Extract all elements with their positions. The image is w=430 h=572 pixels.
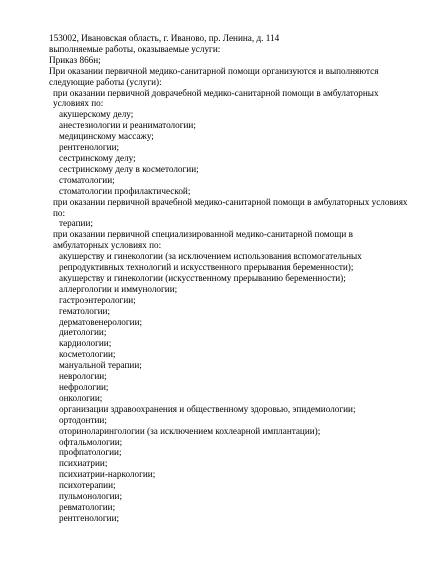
list-item: психиатрии; bbox=[59, 458, 108, 469]
list-item: акушерству и гинекологии (за исключением использования вспомогательных репродуктивных технологий и искусственного прерывания беременности); bbox=[59, 251, 362, 273]
section1-heading: при оказании первичной доврачебной медико-санитарной помощи в амбулаторных условиях по: bbox=[53, 87, 379, 109]
list-item: кардиологии; bbox=[59, 338, 112, 349]
section2-heading: при оказании первичной врачебной медико-санитарной помощи в амбулаторных условиях по: bbox=[53, 196, 408, 218]
list-item: психотерапии; bbox=[59, 480, 116, 491]
list-item: акушерскому делу; bbox=[59, 109, 134, 120]
list-item: аллергологии и иммунологии; bbox=[59, 283, 178, 294]
list-item: онкологии; bbox=[59, 392, 103, 403]
address-line: 153002, Ивановская область, г. Иваново, пр. Ленина, д. 114 bbox=[49, 33, 280, 43]
list-item: нефрологии; bbox=[59, 382, 109, 392]
list-item: гематологии; bbox=[59, 305, 111, 316]
list-item: ортодонтии; bbox=[59, 414, 107, 425]
list-item: косметологии; bbox=[59, 349, 116, 360]
works-heading: выполняемые работы, оказываемые услуги: bbox=[49, 43, 221, 54]
list-item: пульмонологии; bbox=[59, 491, 123, 502]
list-item: диетологии; bbox=[59, 327, 107, 338]
list-item: оториноларингологии (за исключением кохлеарной имплантации); bbox=[59, 425, 321, 436]
list-item: анестезиологии и реаниматологии; bbox=[59, 120, 196, 131]
list-item: стоматологии; bbox=[59, 174, 115, 185]
list-item: психиатрии-наркологии; bbox=[59, 469, 156, 480]
list-item: стоматологии профилактической; bbox=[59, 185, 191, 196]
list-item: рентгенологии; bbox=[59, 512, 120, 523]
list-item: офтальмологии; bbox=[59, 436, 123, 447]
list-item: рентгенологии; bbox=[59, 142, 120, 153]
list-item: организации здравоохранения и общественному здоровью, эпидемиологии; bbox=[59, 403, 356, 414]
section3-list bbox=[49, 251, 410, 524]
list-item: дерматовенерологии; bbox=[59, 316, 143, 327]
list-item: гастроэнтерологии; bbox=[59, 294, 136, 305]
list-item: сестринскому делу в косметологии; bbox=[59, 163, 199, 174]
list-item: мануальной терапии; bbox=[59, 360, 142, 371]
list-item: ревматологии; bbox=[59, 501, 116, 512]
list-item: медицинскому массажу; bbox=[59, 131, 154, 142]
list-item: терапии; bbox=[59, 218, 93, 229]
section1-list bbox=[49, 109, 410, 196]
list-item: неврологии; bbox=[59, 371, 107, 382]
order-line: Приказ 866н; bbox=[49, 54, 101, 65]
section2-list bbox=[49, 218, 410, 229]
intro-paragraph: При оказании первичной медико-санитарной помощи организуются и выполняются следующие работы (услуги): bbox=[49, 65, 379, 87]
list-item: сестринскому делу; bbox=[59, 152, 136, 163]
list-item: профпатологии; bbox=[59, 447, 122, 458]
section3-heading: при оказании первичной специализированной медико-санитарной помощи в амбулаторных условиях по: bbox=[53, 229, 353, 251]
list-item: акушерству и гинекологии (искусственному прерыванию беременности); bbox=[59, 272, 346, 283]
